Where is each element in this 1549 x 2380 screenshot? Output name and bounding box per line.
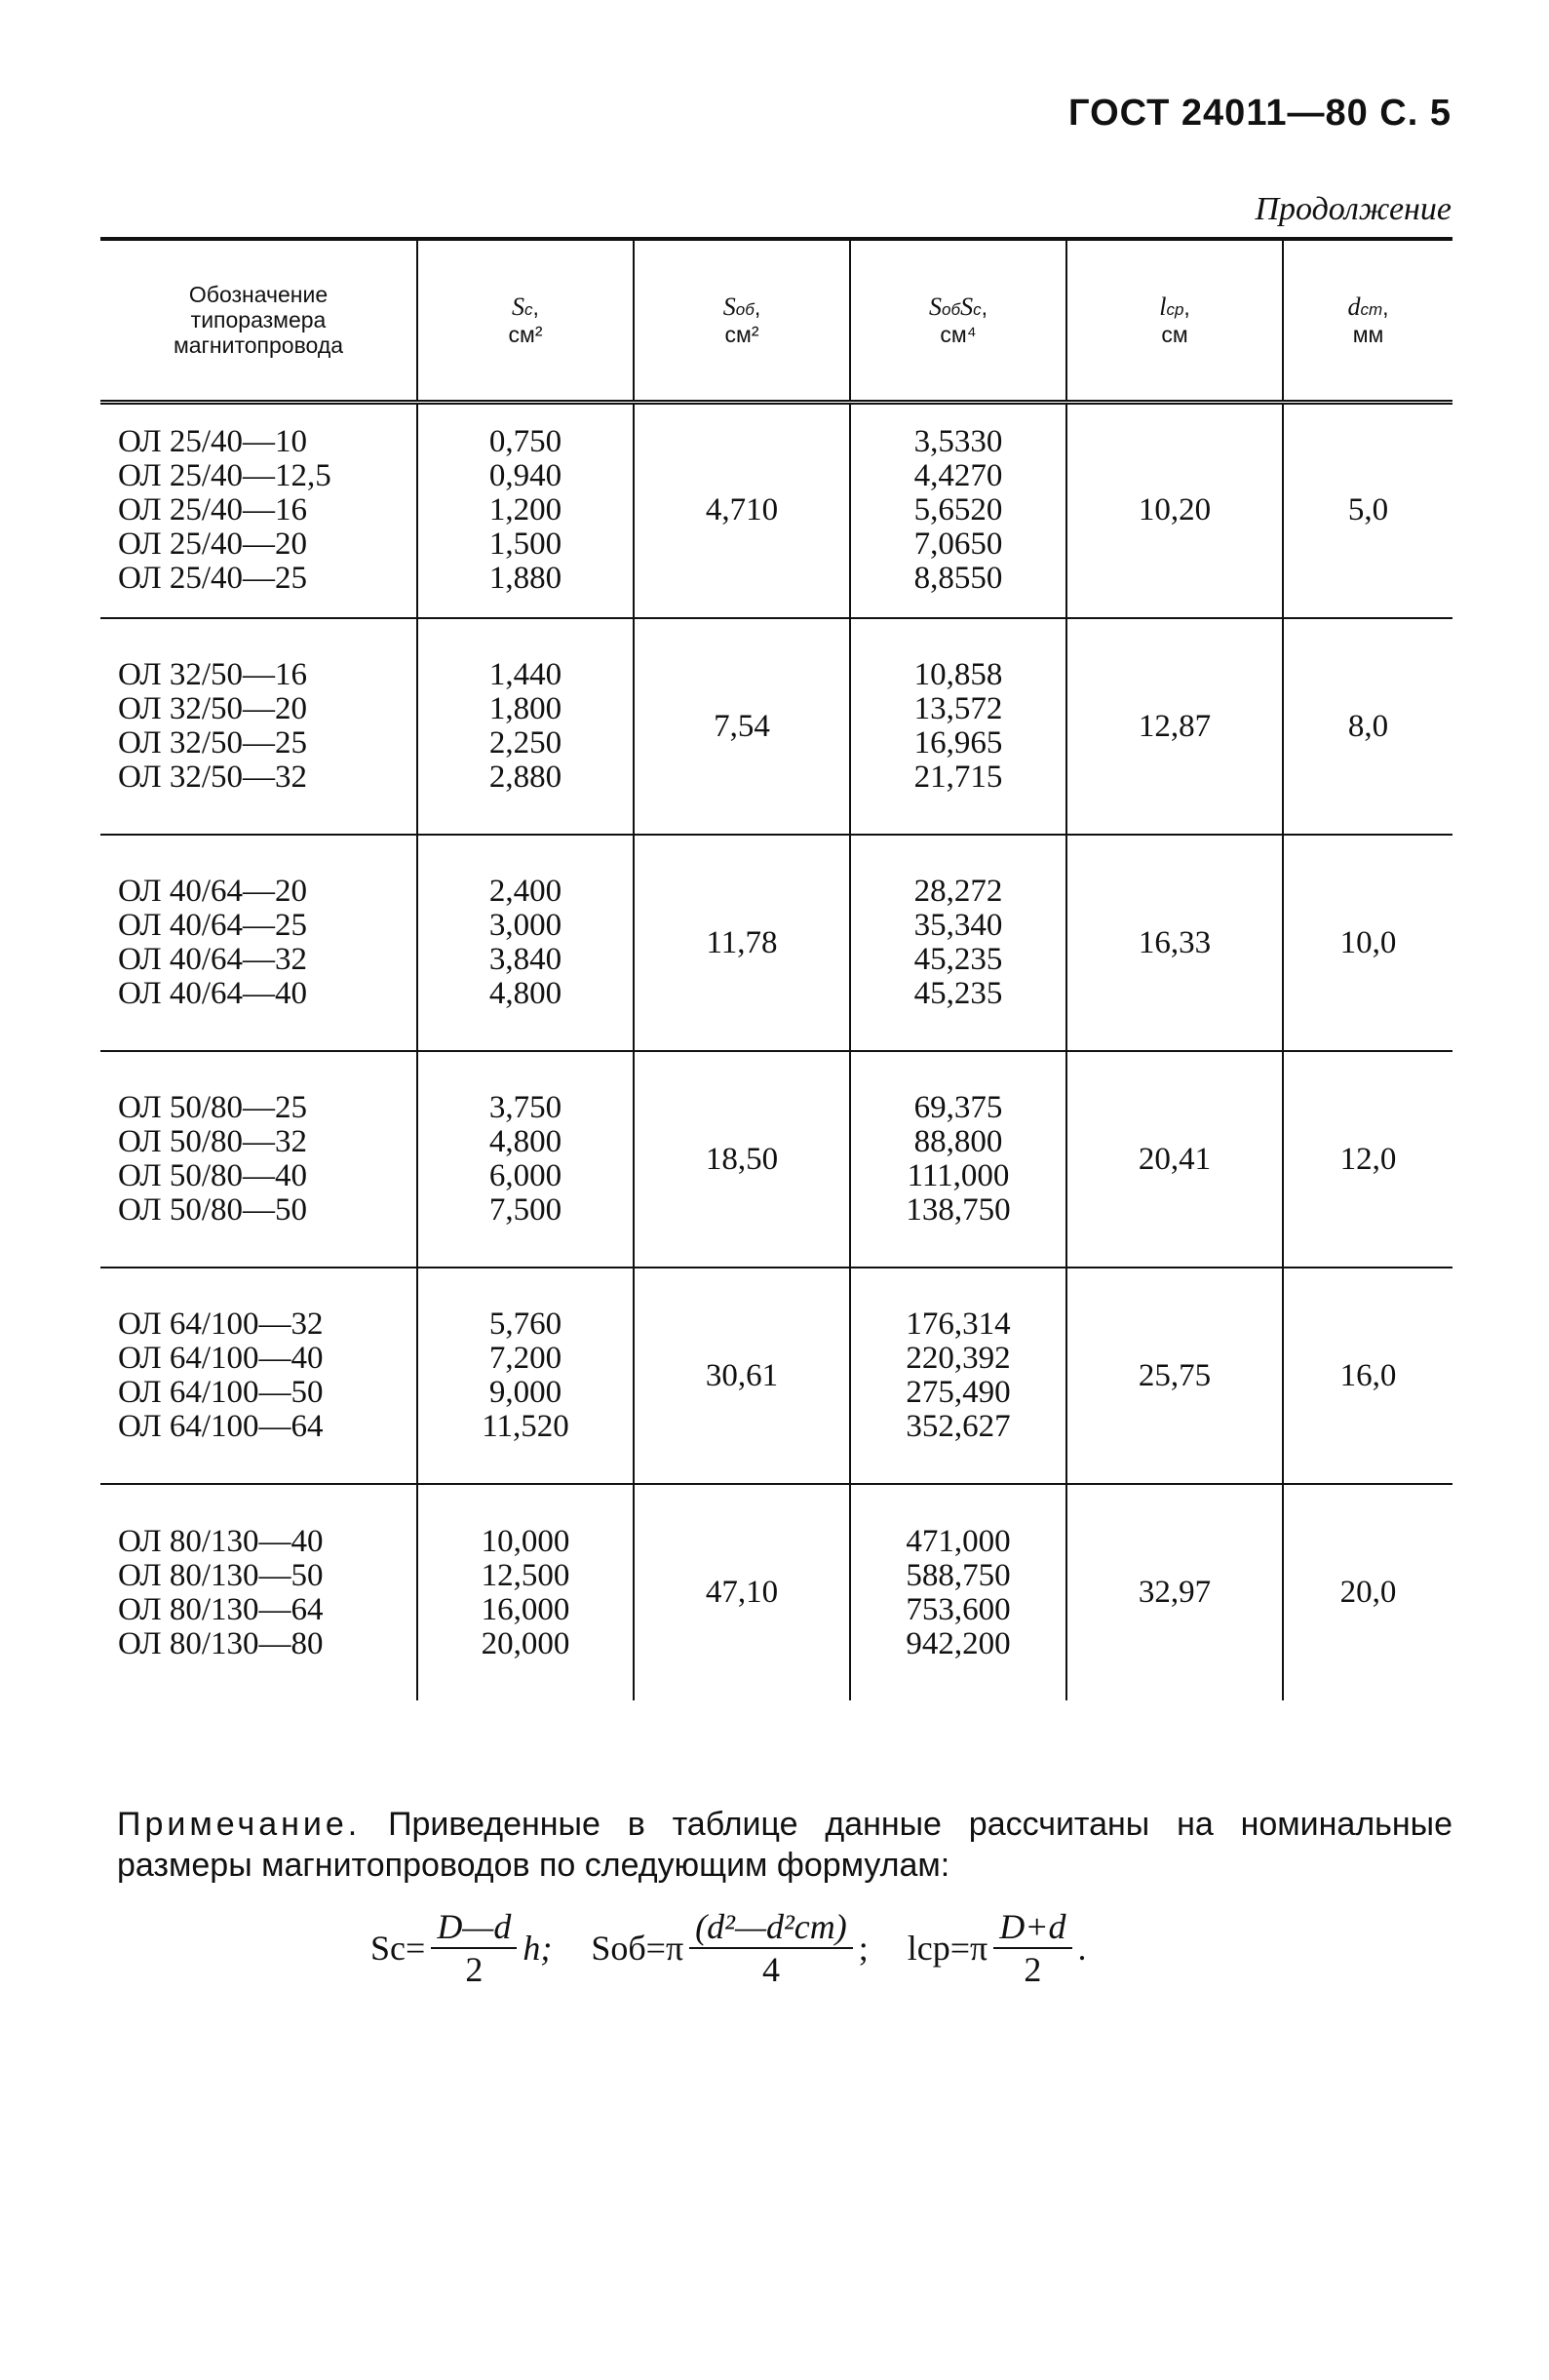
cell-sob: 18,50 [634, 1051, 850, 1268]
cell-sc: 10,000 12,500 16,000 20,000 [417, 1484, 634, 1700]
cell-sc: 0,750 0,940 1,200 1,500 1,880 [417, 402, 634, 618]
cell-lcp: 16,33 [1066, 835, 1283, 1051]
page-header: ГОСТ 24011—80 С. 5 [1068, 93, 1452, 134]
cell-sobsc: 3,5330 4,4270 5,6520 7,0650 8,8550 [850, 402, 1066, 618]
formula-sob-lhs: Sоб=π [591, 1929, 684, 1968]
cell-sc: 1,440 1,800 2,250 2,880 [417, 618, 634, 835]
formula-lcp-lhs: lср=π [907, 1929, 988, 1968]
cell-lcp: 10,20 [1066, 402, 1283, 618]
formula-sob-tail: ; [858, 1929, 869, 1968]
cell-dct: 8,0 [1283, 618, 1452, 835]
header-sc: Sс, см² [417, 239, 634, 402]
cell-sob: 30,61 [634, 1268, 850, 1484]
table-row [100, 402, 1452, 618]
formula-lcp-fraction: $\frac{D+d}{2}$ [993, 1906, 1071, 1990]
note-lead: Примечание. [117, 1806, 362, 1843]
formula-sc-fraction: $\frac{D—d}{2}$ [431, 1906, 517, 1990]
cell-dct: 5,0 [1283, 402, 1452, 618]
cell-sob: 47,10 [634, 1484, 850, 1700]
formulas [370, 1906, 1087, 1990]
cell-dct: 20,0 [1283, 1484, 1452, 1700]
header-designation: Обозначение типоразмера магнитопровода [100, 239, 417, 402]
cell-sob: 11,78 [634, 835, 850, 1051]
cell-dct: 10,0 [1283, 835, 1452, 1051]
cell-lcp: 20,41 [1066, 1051, 1283, 1268]
table-row [100, 1051, 1452, 1268]
header-sobsc: SобSс, см⁴ [850, 239, 1066, 402]
formula-lcp-tail: . [1077, 1929, 1087, 1968]
cell-sob: 4,710 [634, 402, 850, 618]
table-row [100, 835, 1452, 1051]
cell-dct: 16,0 [1283, 1268, 1452, 1484]
cell-designation: ОЛ 32/50—16 ОЛ 32/50—20 ОЛ 32/50—25 ОЛ 32/50—32 [100, 618, 417, 835]
header-dct: dст, мм [1283, 239, 1452, 402]
formula-sc-lhs: Sс= [370, 1929, 426, 1968]
cell-designation: ОЛ 40/64—20 ОЛ 40/64—25 ОЛ 40/64—32 ОЛ 40/64—40 [100, 835, 417, 1051]
cell-lcp: 32,97 [1066, 1484, 1283, 1700]
cell-dct: 12,0 [1283, 1051, 1452, 1268]
cell-sob: 7,54 [634, 618, 850, 835]
formula-sob-fraction: $\frac{\text{(d²—d²ст)}}{4}$ [689, 1906, 853, 1990]
cell-sobsc: 176,314 220,392 275,490 352,627 [850, 1268, 1066, 1484]
table-header-row [100, 239, 1452, 402]
cell-designation: ОЛ 25/40—10 ОЛ 25/40—12,5 ОЛ 25/40—16 ОЛ 25/40—20 ОЛ 25/40—25 [100, 402, 417, 618]
cell-sobsc: 471,000 588,750 753,600 942,200 [850, 1484, 1066, 1700]
magnetic-core-table [100, 237, 1452, 1700]
table-row [100, 1484, 1452, 1700]
formula-sc-tail: h; [523, 1929, 553, 1968]
cell-lcp: 25,75 [1066, 1268, 1283, 1484]
note-text: Приведенные в таблице данные рассчитаны на номинальные размеры магнитопроводов по следующим формулам: [117, 1806, 1452, 1884]
header-sob: Sоб, см² [634, 239, 850, 402]
cell-designation: ОЛ 80/130—40 ОЛ 80/130—50 ОЛ 80/130—64 ОЛ 80/130—80 [118, 1523, 324, 1661]
cell-sc: 3,750 4,800 6,000 7,500 [417, 1051, 634, 1268]
cell-sc: 5,760 7,200 9,000 11,520 [417, 1268, 634, 1484]
cell-designation: ОЛ 50/80—25 ОЛ 50/80—32 ОЛ 50/80—40 ОЛ 50/80—50 [100, 1051, 417, 1268]
table-note [117, 1804, 1452, 1886]
cell-designation: ОЛ 64/100—32 ОЛ 64/100—40 ОЛ 64/100—50 ОЛ 64/100—64 [100, 1268, 417, 1484]
cell-lcp: 12,87 [1066, 618, 1283, 835]
table-row [100, 1268, 1452, 1484]
cell-sc: 2,400 3,000 3,840 4,800 [417, 835, 634, 1051]
header-lcp: lср, см [1066, 239, 1283, 402]
cell-sobsc: 10,858 13,572 16,965 21,715 [850, 618, 1066, 835]
continuation-label: Продолжение [1255, 191, 1452, 227]
cell-sobsc: 69,375 88,800 111,000 138,750 [850, 1051, 1066, 1268]
cell-sobsc: 28,272 35,340 45,235 45,235 [850, 835, 1066, 1051]
table-row [100, 618, 1452, 835]
